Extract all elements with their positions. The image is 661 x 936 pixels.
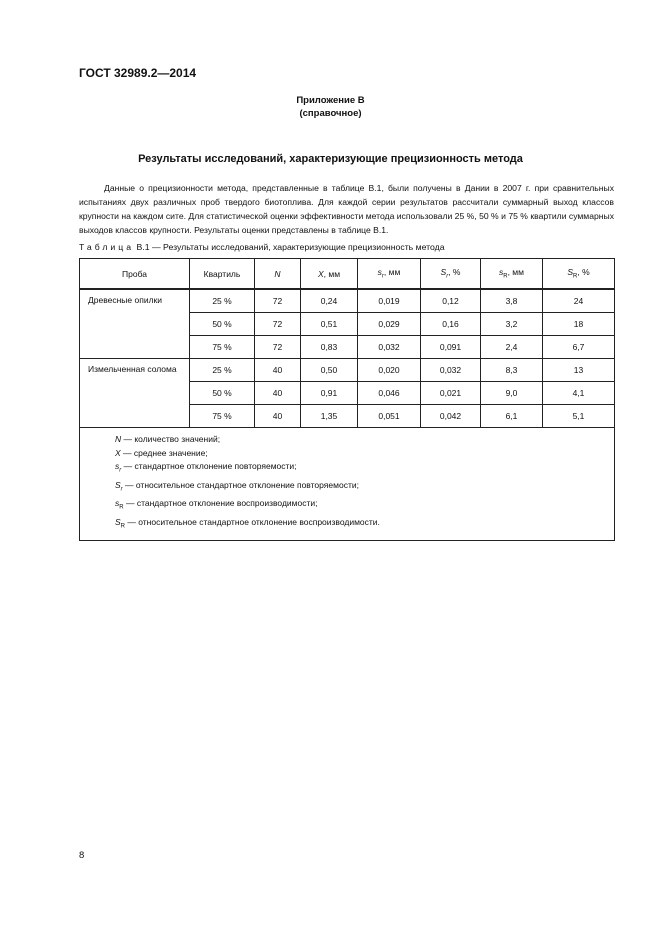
page-number: 8 <box>79 850 85 861</box>
table-cell: 24 <box>543 289 615 313</box>
header-x: X, мм <box>301 259 358 290</box>
table-row <box>80 359 615 382</box>
note-sr-capital: $S_r$ — относительное стандартное отклонение повторяемости; <box>115 479 359 493</box>
table-cell: 0,50 <box>301 359 358 382</box>
table-cell: 5,1 <box>543 405 615 428</box>
table-cell: 40 <box>255 382 301 405</box>
table-cell: 0,029 <box>358 313 421 336</box>
table-cell: 9,0 <box>481 382 543 405</box>
table-cell: 3,8 <box>481 289 543 313</box>
note-n: N — количество значений; <box>115 434 221 444</box>
table-cell: 0,032 <box>358 336 421 359</box>
note-sr-small: $s_r$ — стандартное отклонение повторяемости; <box>115 461 297 475</box>
table-cell: 13 <box>543 359 615 382</box>
header-quartile: Квартиль <box>190 259 255 290</box>
table-cell: 75 % <box>190 336 255 359</box>
header-sR-capital: $S_R$, % <box>543 259 615 290</box>
table-cell: 75 % <box>190 405 255 428</box>
body-paragraph: Данные о прецизионности метода, представленные в таблице В.1, были получены в Дании в 2007 г. при сравнительных испытаниях двух различных проб твердого биотоплива. Для каждой серии результатов рассчитали суммарный выход классов крупности на каждом сите. Для статистической оценки эффективности метода использовали 25 %, 50 % и 75 % квартили суммарных выходов классов крупности. Результаты оценки представлены в таблице В.1. <box>79 183 614 235</box>
table-cell: 50 % <box>190 382 255 405</box>
table-cell: 0,051 <box>358 405 421 428</box>
table-cell: 40 <box>255 405 301 428</box>
table-cell: 40 <box>255 359 301 382</box>
header-sample: Проба <box>80 259 190 290</box>
table-cell: 0,091 <box>421 336 481 359</box>
table-cell: 0,046 <box>358 382 421 405</box>
table-cell: 18 <box>543 313 615 336</box>
table-header-row <box>80 259 615 290</box>
note-sR-capital: $S_R$ — относительное стандартное отклонение воспроизводимости. <box>115 516 380 530</box>
table-notes <box>80 428 615 541</box>
table-cell: 6,7 <box>543 336 615 359</box>
precision-table <box>79 258 615 541</box>
appendix-title: Приложение В <box>296 95 365 106</box>
header-sr-small: $s_r$, мм <box>358 259 421 290</box>
table-caption-prefix: Таблица <box>79 242 135 252</box>
note-sR-small: $s_R$ — стандартное отклонение воспроизводимости; <box>115 498 318 511</box>
table-cell: 0,16 <box>421 313 481 336</box>
table-caption-text: В.1 — Результаты исследований, характеризующие прецизионность метода <box>136 242 445 252</box>
table-cell: 0,042 <box>421 405 481 428</box>
appendix-subtitle: (справочное) <box>299 108 362 119</box>
sample-name: Измельченная солома <box>80 359 190 428</box>
sample-name: Древесные опилки <box>80 289 190 359</box>
table-cell: 72 <box>255 313 301 336</box>
table-row <box>80 289 615 313</box>
table-cell: 3,2 <box>481 313 543 336</box>
table-cell: 0,032 <box>421 359 481 382</box>
header-n: N <box>255 259 301 290</box>
table-cell: 72 <box>255 289 301 313</box>
note-x: X — среднее значение; <box>115 447 208 458</box>
section-title: Результаты исследований, характеризующие прецизионность метода <box>138 153 523 165</box>
table-cell: 0,91 <box>301 382 358 405</box>
table-cell: 4,1 <box>543 382 615 405</box>
table-cell: 6,1 <box>481 405 543 428</box>
table-caption <box>79 242 445 252</box>
table-cell: 0,12 <box>421 289 481 313</box>
table-cell: 8,3 <box>481 359 543 382</box>
table-cell: 0,24 <box>301 289 358 313</box>
table-notes-row <box>80 428 615 541</box>
table-cell: 0,019 <box>358 289 421 313</box>
table-cell: 2,4 <box>481 336 543 359</box>
table-cell: 25 % <box>190 359 255 382</box>
table-cell: 50 % <box>190 313 255 336</box>
table-cell: 72 <box>255 336 301 359</box>
document-id: ГОСТ 32989.2—2014 <box>79 66 197 80</box>
table-cell: 0,021 <box>421 382 481 405</box>
table-cell: 0,83 <box>301 336 358 359</box>
table-cell: 0,020 <box>358 359 421 382</box>
table-cell: 25 % <box>190 289 255 313</box>
header-sR-small: $s_R$, мм <box>481 259 543 290</box>
table-cell: 0,51 <box>301 313 358 336</box>
table-cell: 1,35 <box>301 405 358 428</box>
header-sr-capital: $S_r$, % <box>421 259 481 290</box>
